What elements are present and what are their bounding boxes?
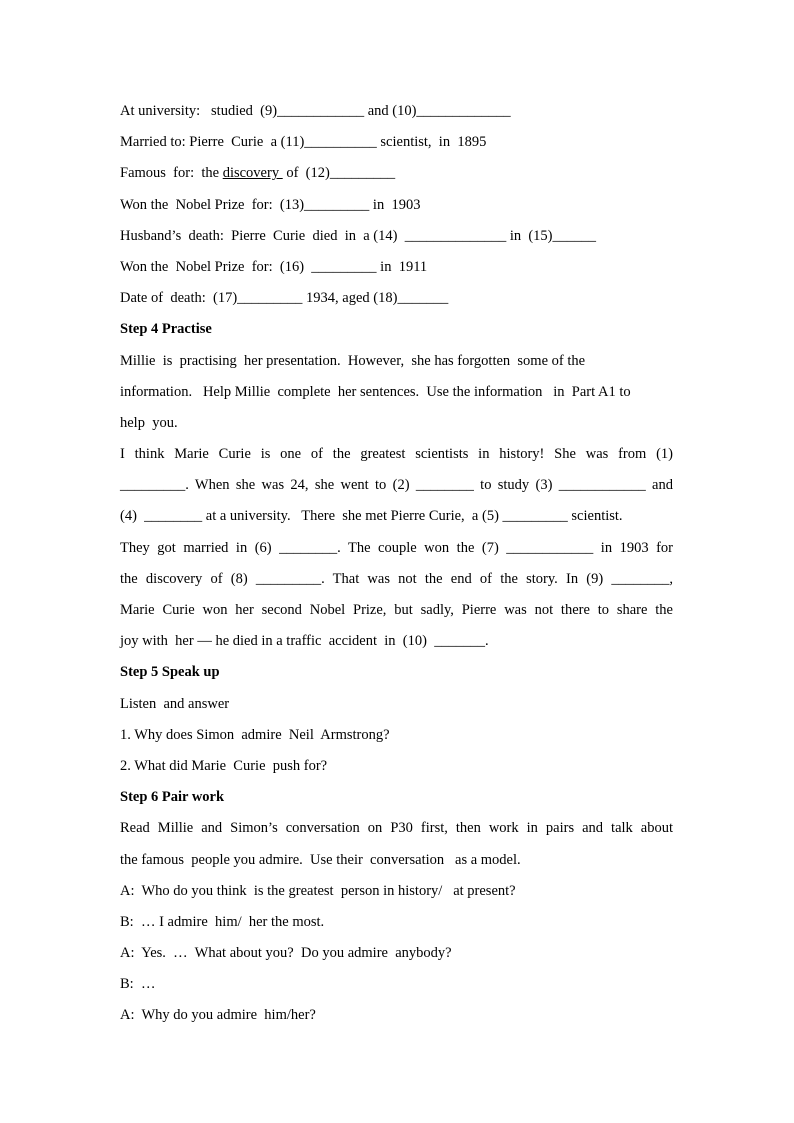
profile-famous <box>120 158 673 189</box>
step5-heading: Step 5 Speak up <box>120 664 220 681</box>
dialogue-line: A: Why do you admire him/her? <box>120 1007 316 1024</box>
profile-nobel-1903: Won the Nobel Prize for: (13)_________ in 1903 <box>120 196 421 213</box>
step5-question-2: 2. What did Marie Curie push for? <box>120 757 328 774</box>
famous-underlined-word: discovery <box>222 165 283 182</box>
step5-question-1: 1. Why does Simon admire Neil Armstrong? <box>120 726 390 743</box>
profile-nobel-1911: Won the Nobel Prize for: (16) _________ in 1911 <box>120 258 428 275</box>
profile-date-of-death: Date of death: (17)_________ 1934, aged (18)_______ <box>120 290 449 307</box>
step4-passage-line: _________. When she was 24, she went to (2) ________ to study (3) ____________ and <box>120 477 673 494</box>
profile-husband-death: Husband’s death: Pierre Curie died in a (14) ______________ in (15)______ <box>120 227 597 244</box>
step6-intro-line: the famous people you admire. Use their conversation as a model. <box>120 851 521 868</box>
step4-passage-line: (4) ________ at a university. There she met Pierre Curie, a (5) _________ scientist. <box>120 508 623 525</box>
dialogue-line: A: Who do you think is the greatest person in history/ at present? <box>120 882 516 899</box>
step4-passage-line: They got married in (6) ________. The couple won the (7) ____________ in 1903 for <box>120 539 673 556</box>
dialogue-line: B: … I admire him/ her the most. <box>120 913 325 930</box>
step6-heading: Step 6 Pair work <box>120 789 225 806</box>
step6-intro-line: Read Millie and Simon’s conversation on P30 first, then work in pairs and talk about <box>120 820 673 837</box>
step4-passage-line: the discovery of (8) _________. That was not the end of the story. In (9) ________, <box>120 570 673 587</box>
step4-intro-line: Millie is practising her presentation. However, she has forgotten some of the <box>120 352 586 369</box>
step4-passage-line: joy with her — he died in a traffic accident in (10) _______. <box>120 633 489 650</box>
step4-passage-line: I think Marie Curie is one of the greatest scientists in history! She was from (1) <box>120 446 673 463</box>
step4-heading: Step 4 Practise <box>120 321 212 338</box>
step4-intro-line: help you. <box>120 414 178 431</box>
step4-intro-line: information. Help Millie complete her sentences. Use the information in Part A1 to <box>120 383 631 400</box>
dialogue-line: B: … <box>120 976 156 993</box>
famous-suffix: of (12)_________ <box>282 165 396 182</box>
profile-married: Married to: Pierre Curie a (11)__________ scientist, in 1895 <box>120 134 487 151</box>
profile-university: At university: studied (9)____________ and (10)_____________ <box>120 103 511 119</box>
dialogue-line: A: Yes. … What about you? Do you admire anybody? <box>120 945 452 962</box>
step5-line: Listen and answer <box>120 695 230 712</box>
famous-prefix: Famous for: the <box>120 165 223 182</box>
document-page <box>120 96 673 1032</box>
step4-passage-line: Marie Curie won her second Nobel Prize, but sadly, Pierre was not there to share the <box>120 602 673 618</box>
